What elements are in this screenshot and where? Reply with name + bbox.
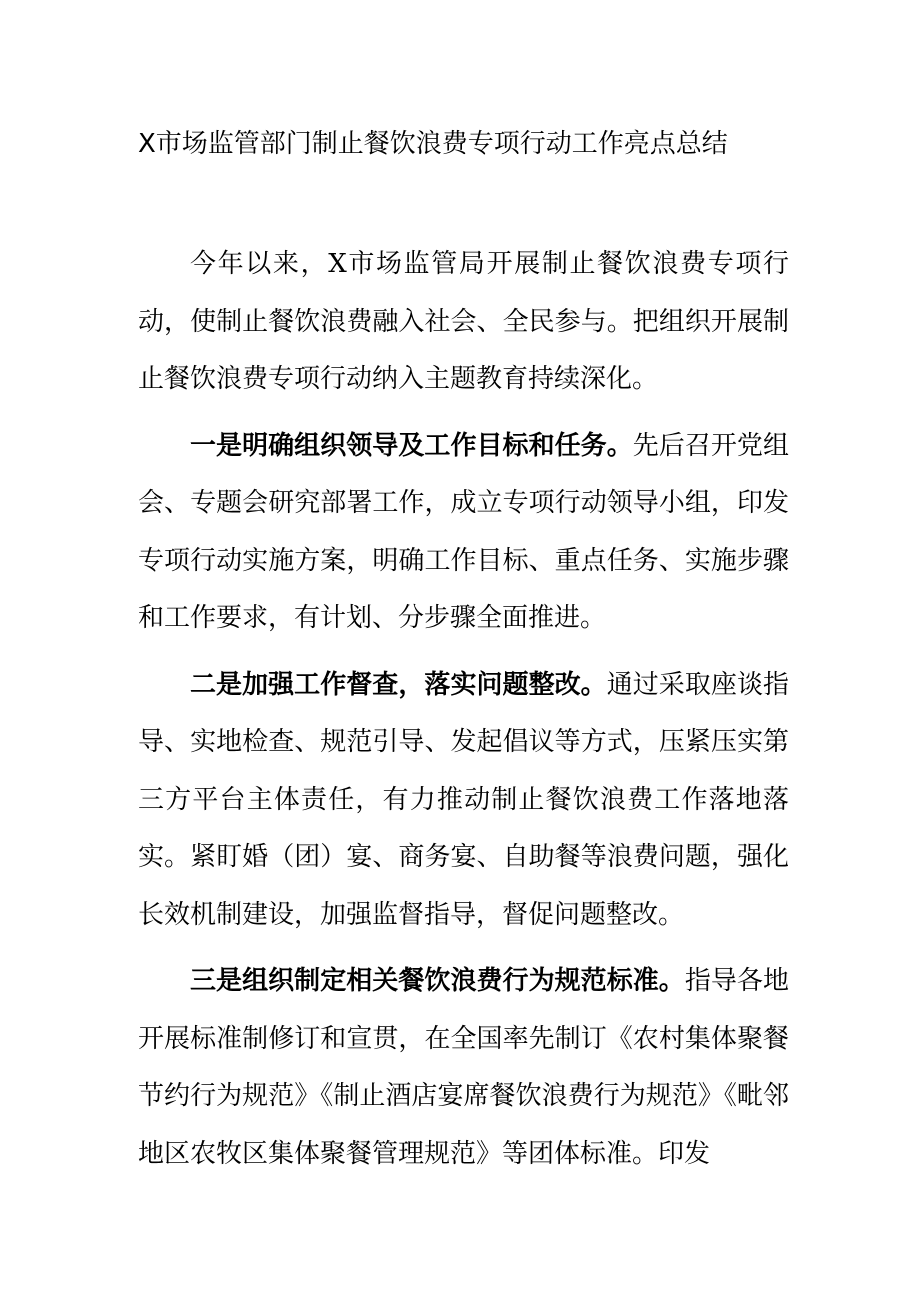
section-heading-2: 二是加强工作督查，落实问题整改。 bbox=[190, 669, 607, 700]
section-paragraph-1 bbox=[138, 418, 789, 648]
document-body bbox=[138, 236, 789, 1192]
section-heading-1: 一是明确组织领导及工作目标和任务。 bbox=[190, 430, 633, 461]
intro-paragraph: 今年以来，X市场监管局开展制止餐饮浪费专项行动，使制止餐饮浪费融入社会、全民参与。把组织开展制止餐饮浪费专项行动纳入主题教育持续深化。 bbox=[138, 249, 789, 394]
section-heading-3: 三是组织制定相关餐饮浪费行为规范标准。 bbox=[190, 966, 685, 996]
section-paragraph-3 bbox=[138, 953, 789, 1183]
section-text-1: 先后召开党组会、专题会研究部署工作，成立专项行动领导小组，印发专项行动实施方案，明确工作目标、重点任务、实施步骤和工作要求，有计划、分步骤全面推进。 bbox=[138, 430, 789, 633]
section-text-3: 指导各地开展标准制修订和宣贯，在全国率先制订《农村集体聚餐节约行为规范》《制止酒店宴席餐饮浪费行为规范》《毗邻地区农牧区集体聚餐管理规范》等团体标准。印发 bbox=[138, 966, 789, 1169]
section-text-2: 通过采取座谈指导、实地检查、规范引导、发起倡议等方式，压紧压实第三方平台主体责任，有力推动制止餐饮浪费工作落地落实。紧盯婚（团）宴、商务宴、自助餐等浪费问题，强化长效机制建设，加强监督指导，督促问题整改。 bbox=[138, 669, 789, 930]
section-paragraph-2 bbox=[138, 657, 789, 945]
document-title: X市场监管部门制止餐饮浪费专项行动工作亮点总结 bbox=[138, 129, 728, 159]
